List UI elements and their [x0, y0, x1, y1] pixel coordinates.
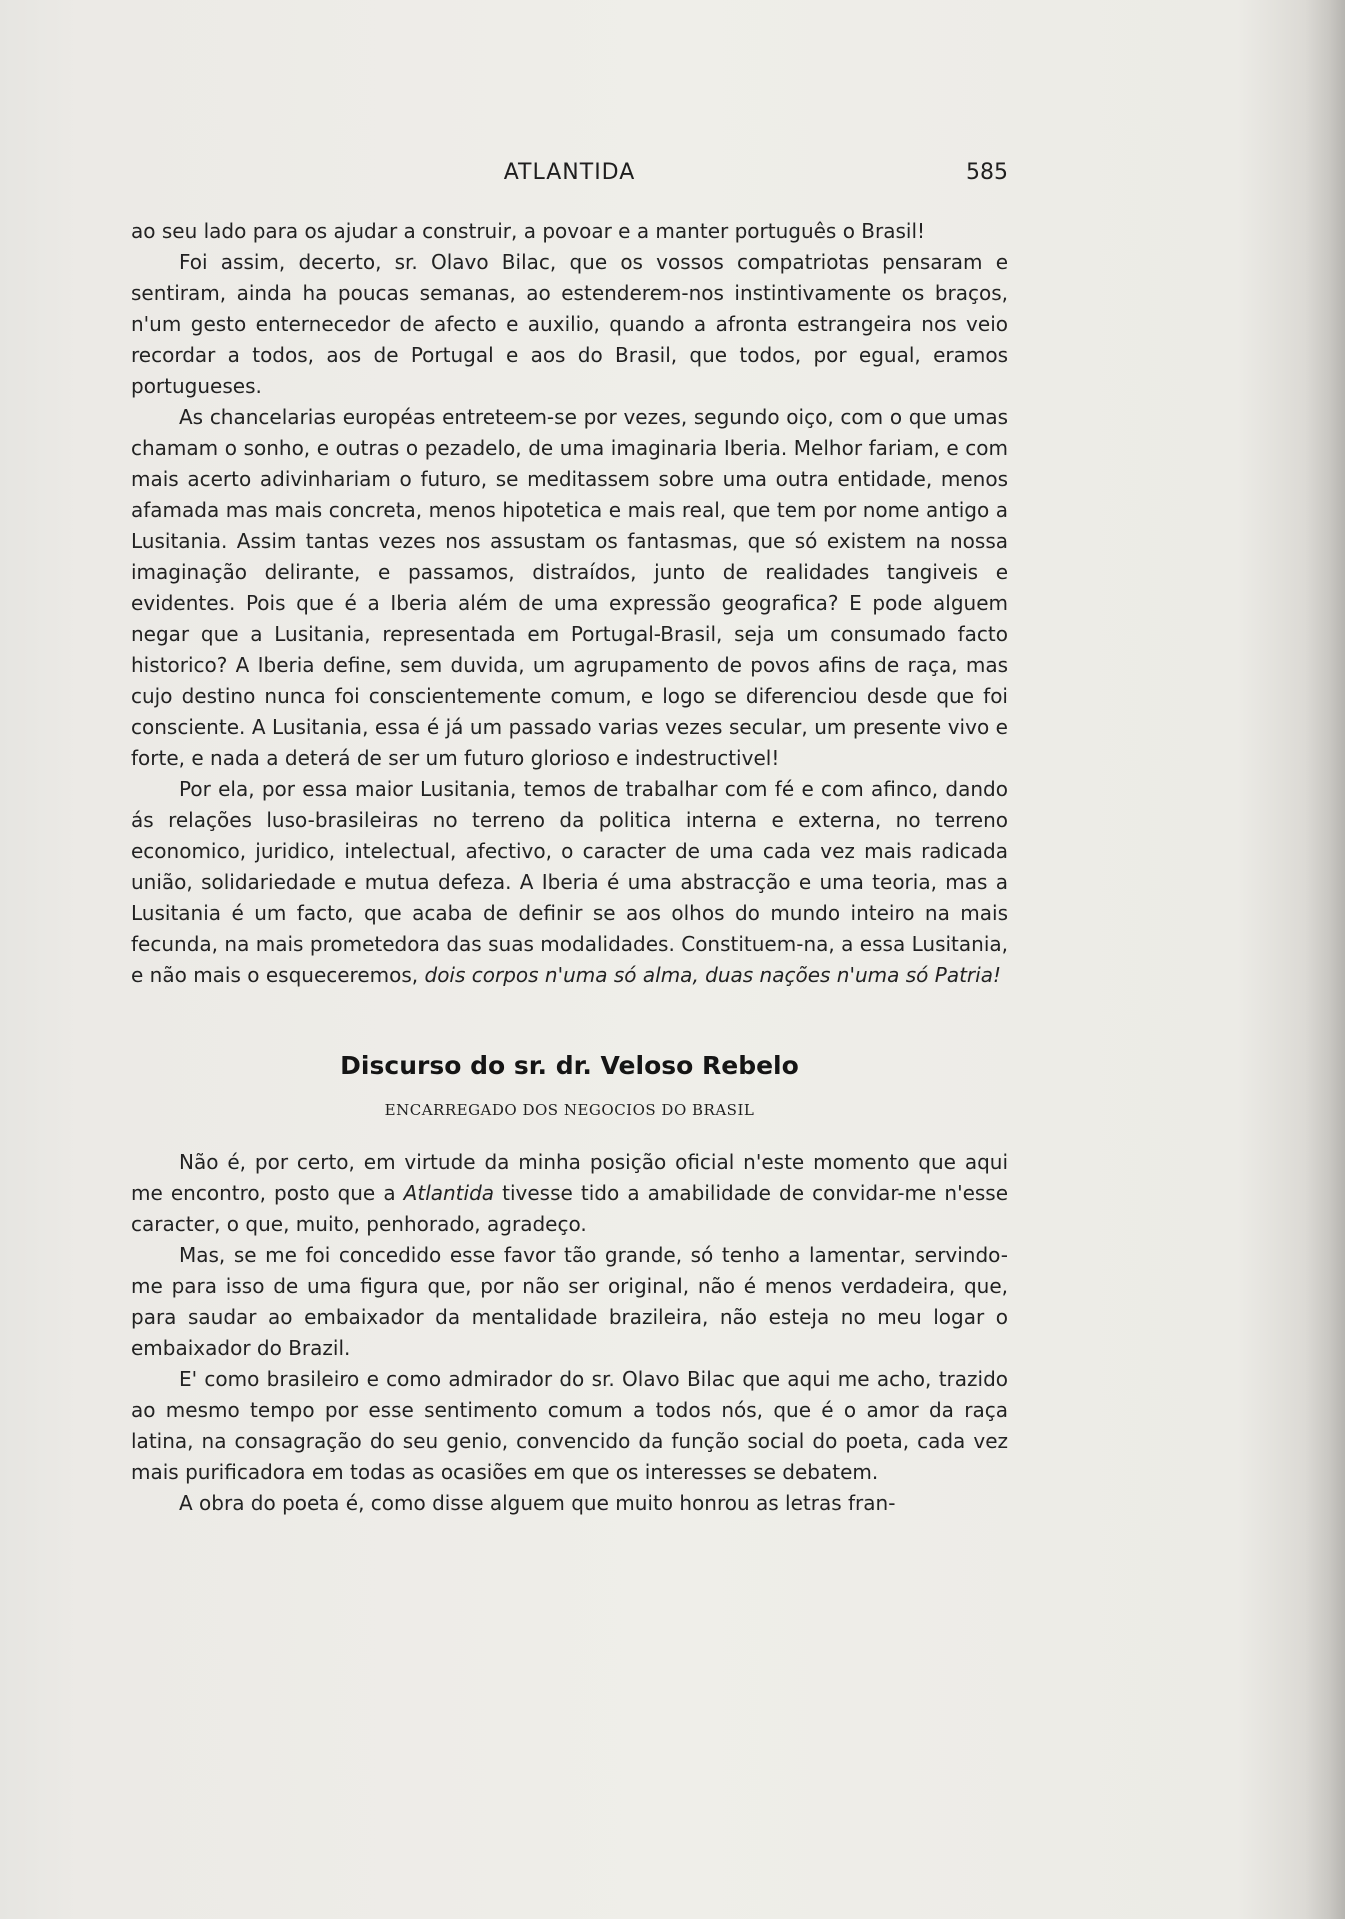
paragraph: As chancelarias européas entreteem-se por vezes, segundo oiço, com o que umas chamam o sonho, e outras o pezadelo, de uma imaginaria Iberia. Melhor fariam, e com mais acerto adivinhariam o futuro, se meditassem sobre uma outra entidade, menos afamada mas mais concreta, menos hipotetica e mais real, que tem por nome antigo a Lusitania. Assim tantas vezes nos assustam os fantasmas, que só existem na nossa imaginação delirante, e passamos, distraídos, junto de realidades tangiveis e evidentes. Pois que é a Iberia além de uma expressão geografica? E pode alguem negar que a Lusitania, representada em Portugal-Brasil, seja um consumado facto historico? A Iberia define, sem duvida, um agrupamento de povos afins de raça, mas cujo destino nunca foi conscientemente comum, e logo se diferenciou desde que foi consciente. A Lusitania, essa é já um passado varias vezes secular, um presente vivo e forte, e nada a deterá de ser um futuro glorioso e indestructivel! [131, 405, 1008, 770]
italic-title: Atlantida [403, 1181, 495, 1205]
spacer [131, 200, 1008, 216]
paragraph [131, 1147, 1008, 1240]
paragraph [131, 774, 1008, 991]
paragraph: Mas, se me foi concedido esse favor tão grande, só tenho a lamentar, servindo-me para isso de uma figura que, por não ser original, não é menos verdadeira, que, para saudar ao embaixador da mentalidade brazileira, não esteja no meu logar o embaixador do Brazil. [131, 1243, 1008, 1360]
page-number: 585 [966, 160, 1008, 185]
running-title: ATLANTIDA [503, 160, 636, 185]
page-content [131, 160, 1008, 1519]
paragraph: A obra do poeta é, como disse alguem que muito honrou as letras fran- [179, 1491, 896, 1515]
running-head [131, 160, 1008, 200]
paragraph: Foi assim, decerto, sr. Olavo Bilac, que os vossos compatriotas pensaram e sentiram, ainda ha poucas semanas, ao estenderem-nos instintivamente os braços, n'um gesto enternecedor de afecto e auxilio, quando a afronta estrangeira nos veio recordar a todos, aos de Portugal e aos do Brasil, que todos, por egual, eramos portugueses. [131, 250, 1008, 398]
paragraph-continuation: ao seu lado para os ajudar a construir, a povoar e a manter português o Brasil! [131, 219, 926, 243]
paragraph: E' como brasileiro e como admirador do sr. Olavo Bilac que aqui me acho, trazido ao mesmo tempo por esse sentimento comum a todos nós, que é o amor da raça latina, na consagração do seu genio, convencido da função social do poeta, cada vez mais purificadora em todas as ocasiões em que os interesses se debatem. [131, 1367, 1008, 1484]
italic-phrase: dois corpos n'uma só alma, duas nações n'uma só Patria! [424, 963, 1001, 987]
speech-heading: Discurso do sr. dr. Veloso Rebelo [340, 1051, 799, 1080]
paragraph-text: Por ela, por essa maior Lusitania, temos de trabalhar com fé e com afinco, dando ás relações luso-brasileiras no terreno da politica interna e externa, no terreno economico, juridico, intelectual, afectivo, o caracter de uma cada vez mais radicada união, solidariedade e mutua defeza. A Iberia é uma abstracção e uma teoria, mas a Lusitania é um facto, que acaba de definir se aos olhos do mundo inteiro na mais fecunda, na mais prometedora das suas modalidades. Constituem-na, a essa Lusitania, e não mais o esqueceremos, [131, 777, 1008, 987]
page-edge-shadow [1305, 0, 1345, 1919]
speech-subheading: ENCARREGADO DOS NEGOCIOS DO BRASIL [384, 1101, 755, 1119]
paragraph-text: Não é, por certo, em virtude da minha posição oficial n'este momento que aqui me encontro, posto que a [131, 1150, 1008, 1205]
paragraph-text: tivesse tido a amabilidade de convidar-me n'esse caracter, o que, muito, penhorado, agradeço. [131, 1181, 1009, 1236]
